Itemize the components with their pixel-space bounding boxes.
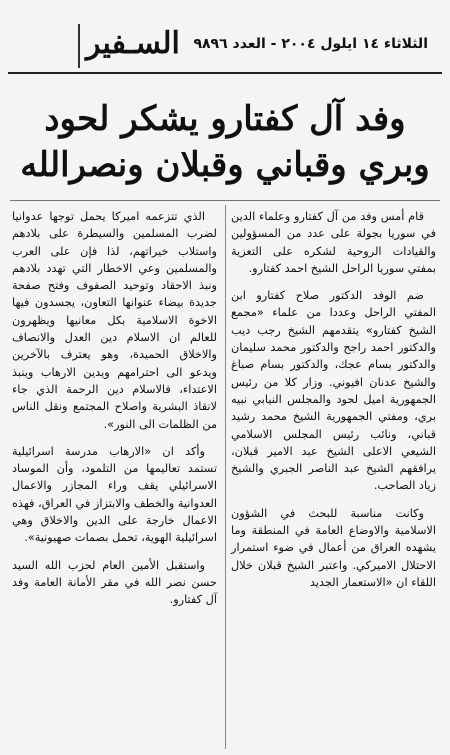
paragraph: وكانت مناسبة للبحث في الشؤون الاسلامية والاوضاع العامة في المنطقة وما يشهده العراق من أعمال في ضوء استمرار الاحتلال الاميركي. واعتبر الشيخ قبلان خلال اللقاء ان «الاستعمار الجديد (231, 506, 436, 589)
headline-line-2: وبري وقباني وقبلان ونصرالله (20, 145, 430, 185)
paragraph: ضم الوفد الدكتور صلاح كفتارو ابن المفتي الراحل وعددا من علماء «مجمع الشيخ كفتارو» يتقدمهم الشيخ رجب ديب والدكتور احمد راجح والدكتور محمد سليمان والدكتور بسام عجك، والدكتور بسام صباغ والشيخ عدنان افيوني. وزار كلا من رئيس الجمهورية اميل لحود والمجلس النيابي نبيه بري، ومفتي الجمهورية الشيخ محمد رشيد قباني، ونائب رئيس المجلس الاسلامي الشيعي الاعلى الشيخ عبد الامير قبلان، يرافقهم الشيخ عبد الناصر الجبري والشيخ زياد الصاحب. (231, 289, 436, 493)
newspaper-header (8, 22, 442, 74)
masthead-logo: السـفير (86, 26, 180, 61)
article-column-right (231, 208, 436, 601)
paragraph: واستقبل الأمين العام لحزب الله السيد حسن نصر الله في مقر الأمانة العامة وفد آل كفتارو. (12, 558, 217, 607)
paragraph: الذي تتزعمه اميركا يحمل توجها عدوانيا لضرب المسلمين والسيطرة على بلادهم واستلاب خيراتهم، لذا فإن على العرب والمسلمين وعي الاخطار التي تهدد بلادهم ونبذ الاحقاد وتوحيد الصفوف وفتح صفحة جديدة بيضاء عنوانها التعاون، يجسدون فيها الاخوة الاسلامية بكل معانيها ويظهرون للعالم ان الاسلام دين العدل والانصاف والاخلاق الحميدة، وهو يعترف بالآخرين ويدعو الى احترامهم ويدين الارهاب وينبذ الاعتداء، فالاسلام دين الرحمة الذي جاء لانقاذ البشرية واصلاح المجتمع ونقل الناس من الظلمات الى النور». (12, 210, 217, 431)
column-divider (225, 205, 226, 749)
headline-rule (10, 200, 440, 201)
article-column-left (12, 208, 217, 619)
issue-date-line: الثلاثاء ١٤ ايلول ٢٠٠٤ - العدد ٩٨٩٦ (193, 36, 428, 52)
article-headline (10, 96, 440, 188)
paragraph: وأكد ان «الارهاب مدرسة اسرائيلية تستمد تعاليمها من التلمود، وأن الموساد الاسرائيلي يقف وراء المجازر والاعمال العدوانية والخطف والابتزاز في العراق، فهذه الاعمال خارجة على الدين والاخلاق وهي اسرائيلية الهوية، تحمل بصمات صهيونية». (12, 444, 217, 545)
headline-line-1: وفد آل كفتارو يشكر لحود (44, 99, 406, 139)
paragraph: قام أمس وفد من آل كفتارو وعلماء الدين في سوريا بجولة على عدد من المسؤولين والقيادات الروحية لشكره على التعزية بمفتي سوريا الراحل الشيخ احمد كفتارو. (231, 210, 436, 275)
masthead-divider (78, 24, 80, 68)
